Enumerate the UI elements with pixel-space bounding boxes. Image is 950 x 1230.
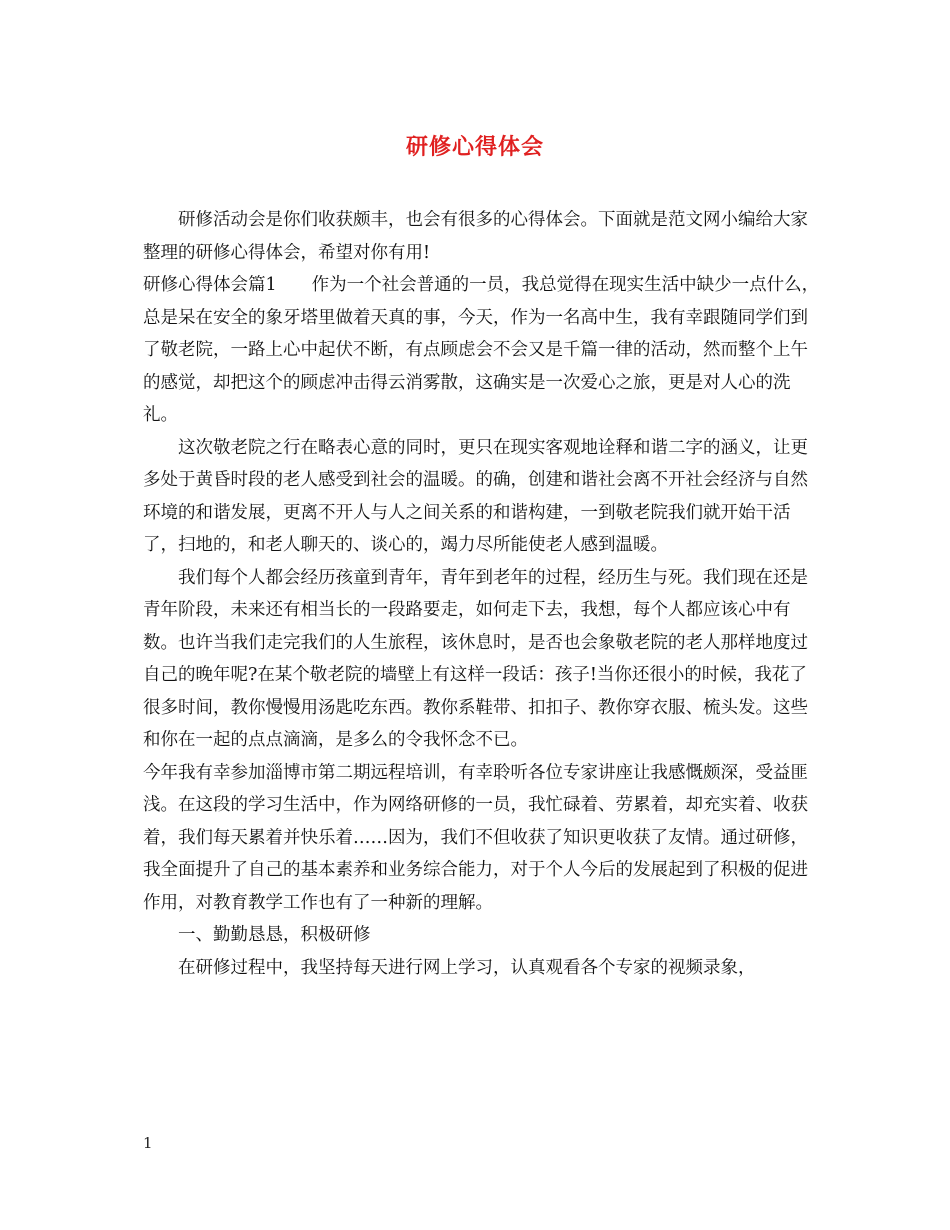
document-title: 研修心得体会	[405, 134, 544, 160]
paragraph-5: 在研修过程中，我坚持每天进行网上学习，认真观看各个专家的视频录象，	[178, 957, 756, 978]
section1-label: 研修心得体会篇1	[143, 275, 277, 295]
paragraph-3: 我们每个人都会经历孩童到青年，青年到老年的过程，经历生与死。我们现在还是青年阶段，未来还有相当长的一段路要走，如何走下去，我想，每个人都应该心中有数。也许当我们走完我们的人生旅程，该休息时，是否也会象敬老院的老人那样地度过自己的晚年呢?在某个敬老院的墙壁上有这样一段话：孩子!当你还很小的时候，我花了很多时间，教你慢慢用汤匙吃东西。教你系鞋带、扣扣子、教你穿衣服、梳头发。这些和你在一起的点点滴滴，是多么的令我怀念不已。	[143, 567, 808, 750]
section1-paragraph	[143, 269, 823, 432]
paragraph-4: 今年我有幸参加淄博市第二期远程培训，有幸聆听各位专家讲座让我感慨颇深，受益匪浅。在这段的学习生活中，作为网络研修的一员，我忙碌着、劳累着，却充实着、收获着，我们每天累着并快乐着……因为，我们不但收获了知识更收获了友情。通过研修，我全面提升了自己的基本素养和业务综合能力，对于个人今后的发展起到了积极的促进作用，对教育教学工作也有了一种新的理解。	[143, 762, 808, 913]
section1-text: 作为一个社会普通的一员，我总觉得在现实生活中缺少一点什么，总是呆在安全的象牙塔里做着天真的事，今天，作为一名高中生，我有幸跟随同学们到了敬老院，一路上心中起伏不断，有点顾虑会不会又是千篇一律的活动，然而整个上午的感觉，却把这个的顾虑冲击得云消雾散，这确实是一次爱心之旅，更是对人心的洗礼。	[143, 275, 820, 425]
paragraph-2: 这次敬老院之行在略表心意的同时，更只在现实客观地诠释和谐二字的涵义，让更多处于黄昏时段的老人感受到社会的温暖。的确，创建和谐社会离不开社会经济与自然环境的和谐发展，更离不开人与人之间关系的和谐构建，一到敬老院我们就开始干活了，扫地的，和老人聊天的、谈心的，竭力尽所能使老人感到温暖。	[143, 437, 808, 555]
intro-paragraph: 研修活动会是你们收获颇丰，也会有很多的心得体会。下面就是范文网小编给大家整理的研修心得体会，希望对你有用!	[143, 210, 808, 263]
document-body	[143, 204, 823, 984]
section-heading-1: 一、勤勤恳恳，积极研修	[178, 925, 371, 945]
page-number: 1	[143, 1134, 153, 1152]
